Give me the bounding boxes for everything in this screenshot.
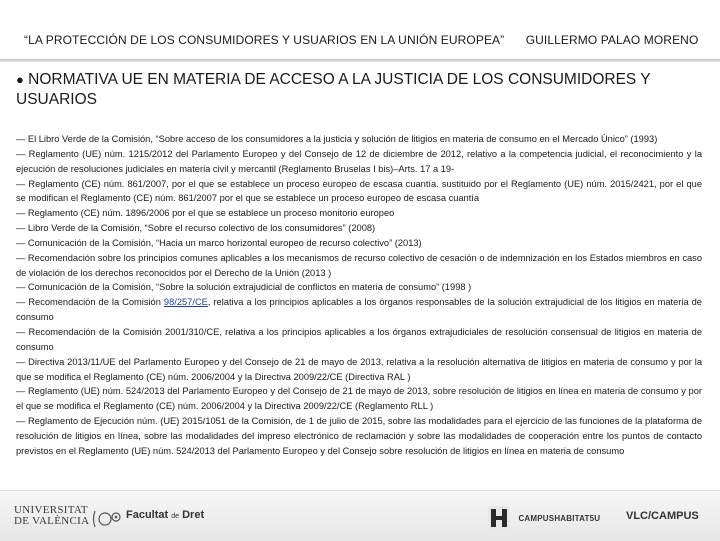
slide-header xyxy=(24,33,704,47)
slide-title: “LA PROTECCIÓN DE LOS CONSUMIDORES Y USUARIOS EN LA UNIÓN EUROPEA” xyxy=(24,33,505,47)
list-item: — Comunicación de la Comisión, “Sobre la solución extrajudicial de conflictos en materia de consumo” (1998 ) xyxy=(16,282,472,293)
list-item: — Reglamento (UE) núm. 1215/2012 del Parlamento Europeo y del Consejo de 12 de diciembre de 2012, relativo a la competencia judicial, el reconocimiento y la ejecución de resoluciones judiciales en materia civil y mercantil (Reglamento Bruselas I bis)–Arts. 17 a 19- xyxy=(16,148,702,174)
bullet-icon: ● xyxy=(16,72,24,87)
faculty-logo-dret: Dret xyxy=(182,509,205,521)
list-item: — Reglamento (UE) núm. 524/2013 del Parlamento Europeo y del Consejo de 21 de mayo de 2013, sobre resolución de litigios en línea en materia de consumo y por el que se modifica el Reglamento (CE) núm. 2006/2004 y la Directiva 2009/22/CE (Reglamento RLL ) xyxy=(16,386,702,412)
campus-habitat-label: CAMPUSHABITAT5U xyxy=(518,513,601,523)
document-reference-link[interactable]: 98/257/CE xyxy=(163,297,208,308)
footer-bar xyxy=(0,490,720,541)
legislation-list xyxy=(16,132,702,459)
list-item: — Recomendación sobre los principios comunes aplicables a los mecanismos de recurso colectivo de cesación o de indemnización en los Estados miembros en caso de violación de los derechos reconocidos por el Derecho de la Unión (2013 ) xyxy=(16,252,702,278)
section-heading-text: NORMATIVA UE EN MATERIA DE ACCESO A LA JUSTICIA DE LOS CONSUMIDORES Y USUARIOS xyxy=(16,71,651,108)
header-divider xyxy=(0,59,720,62)
faculty-logo-word: Facultat xyxy=(126,509,169,521)
vlc-campus-logo: VLC/CAMPUS xyxy=(626,510,699,522)
seal-icon xyxy=(92,508,122,530)
author-name: GUILLERMO PALAO MORENO xyxy=(525,33,699,47)
list-item: — Comunicación de la Comisión, “Hacia un marco horizontal europeo de recurso colectivo” (2013) xyxy=(16,237,422,248)
list-item: — Directiva 2013/11/UE del Parlamento Europeo y del Consejo de 21 de mayo de 2013, relativa a la resolución alternativa de litigios en materia de consumo y por la que se modifica el Reglamento (CE) núm. 2006/2004 y la Directiva 2009/22/CE (Directiva RAL ) xyxy=(16,356,702,382)
faculty-logo xyxy=(126,509,204,521)
faculty-logo-de: de xyxy=(171,513,180,520)
university-logo xyxy=(14,505,94,527)
campus-habitat-h-icon xyxy=(488,506,510,530)
list-item: — Reglamento (CE) núm. 861/2007, por el que se establece un proceso europeo de escasa cuantía. sustituido por el Reglamento (UE) núm. 2015/2421, por el que se modifican el Reglamento (CE) núm. 861/2007 por el que se establece un proceso europeo de escasa cuantía xyxy=(16,178,702,204)
list-item: — Recomendación de la Comisión 98/257/CE, relativa a los principios aplicables a los órganos responsables de la solución extrajudicial de los litigios en materia de consumo xyxy=(16,297,702,323)
section-heading xyxy=(16,70,706,110)
list-item: — El Libro Verde de la Comisión, “Sobre acceso de los consumidores a la justicia y solución de litigios en materia de consumo en el Mercado Único” (1993) xyxy=(16,134,658,144)
list-item: — Libro Verde de la Comisión, “Sobre el recurso colectivo de los consumidores” (2008) xyxy=(16,223,376,234)
university-logo-line1: UNIVERSITAT xyxy=(14,504,88,516)
university-logo-line2: DE VALÈNCIA xyxy=(14,515,90,527)
list-item: — Recomendación de la Comisión 2001/310/CE, relativa a los principios aplicables a los órganos extrajudiciales de resolución consensual de litigios en materia de consumo xyxy=(16,326,702,352)
campus-habitat-logo xyxy=(488,506,600,530)
list-item: — Reglamento (CE) núm. 1896/2006 por el que se establece un proceso monitorio europeo xyxy=(16,208,395,219)
list-item: — Reglamento de Ejecución núm. (UE) 2015/1051 de la Comisión, de 1 de julio de 2015, sobre las modalidades para el ejercicio de las funciones de la plataforma de resolución de litigios en línea, sobre las modalidades del impreso electrónico de reclamación y sobre las modalidades de cooperación entre los puntos de contacto previstos en el Reglamento (UE) núm. 524/2013 del Parlamento Europeo y del Consejo sobre resolución de litigios en línea en materia de consumo xyxy=(16,416,702,456)
